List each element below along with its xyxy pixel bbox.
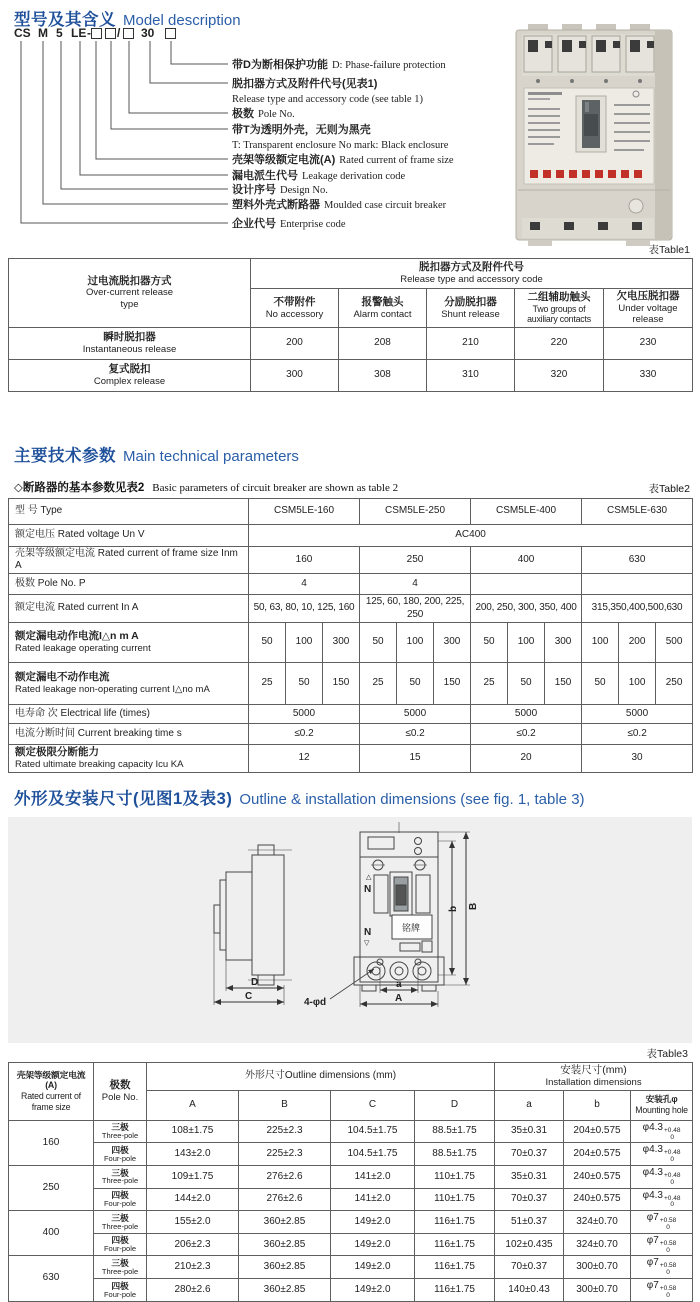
table2-note: ◇断路器的基本参数见表2 Basic parameters of circuit breaker are shown as table 2 表Table2	[14, 481, 690, 495]
t3-row-250-3p: 250 三极 Three-pole 109±1.75 276±2.6 141±2.0 110±1.75 35±0.31 240±0.575 φ4.3 +0.48 0	[9, 1165, 693, 1188]
triangle-down-mark: ▽	[364, 939, 370, 947]
table3-dimensions	[8, 1062, 693, 1302]
t1-group-header: 脱扣器方式及附件代号 Release type and accessory code	[251, 259, 693, 289]
callout-pole-no: 极数 Pole No.	[232, 108, 295, 120]
callout-frame-current: 壳架等级额定电流(A) Rated current of frame size	[232, 154, 454, 166]
callout-phase-failure: 带D为断相保护功能 D: Phase-failure protection	[232, 59, 446, 71]
section3-title	[14, 785, 700, 809]
t1-row-instantaneous: 瞬时脱扣器 Instantaneous release 200 208 210 220 230	[9, 327, 693, 359]
dim-label-b: b	[448, 905, 459, 912]
section2-title	[14, 442, 700, 466]
section-model-description	[0, 0, 700, 258]
triangle-up-mark: △	[366, 873, 372, 881]
t3-sub-header: A B C D a b 安装孔φ Mounting hole	[9, 1090, 693, 1120]
code-part-m: M	[38, 26, 48, 40]
section1-title-en: Model description	[123, 12, 241, 29]
outline-figure	[8, 817, 692, 1043]
callout-mccb: 塑料外壳式断路器 Moulded case circuit breaker	[232, 199, 447, 211]
t1-col-alarm: 报警触头 Alarm contact	[339, 289, 427, 328]
t2-row-leak-nonoperating: 额定漏电不动作电流 Rated leakage non-operating current I△no mA 25 50 150 25 50 150 25 50 150 50 100 250	[9, 662, 693, 704]
code-dash: -	[87, 26, 91, 40]
dim-label-D: D	[251, 976, 259, 988]
table1-caption: 表Table1	[648, 244, 690, 256]
callout-release-type-zh: 脱扣器方式及附件代号(见表1)	[232, 78, 378, 90]
dim-label-C: C	[245, 990, 253, 1002]
table3-caption: 表Table3	[646, 1047, 688, 1060]
table2-technical-parameters	[8, 498, 693, 773]
callout-enclosure-zh: 带T为透明外壳，无则为黑壳	[232, 124, 371, 136]
code-part-30: 30	[141, 26, 155, 40]
dimension-drawing	[8, 817, 692, 1043]
t2-row-frame-current: 壳架等级额定电流 Rated current of frame size Inm A 160 250 400 630	[9, 546, 693, 573]
t3-outline-group: 外形尺寸Outline dimensions (mm)	[147, 1062, 495, 1090]
code-slash: /	[117, 26, 121, 40]
dim-label-A: A	[395, 992, 403, 1004]
callout-enterprise-code: 企业代号 Enterprise code	[232, 218, 346, 230]
t3-row-630-3p: 630 三极 Three-pole 210±2.3 360±2.85 149±2.0 116±1.75 70±0.37 300±0.70 φ7 +0.58 0	[9, 1256, 693, 1279]
t2-row-electrical-life: 电寿命 次 Electrical life (times) 5000 5000 5000 5000	[9, 704, 693, 723]
table2-caption: 表Table2	[648, 482, 690, 495]
nameplate-label: 铭牌	[402, 922, 421, 933]
t3-row-160-3p: 160 三极 Three-pole 108±1.75 225±2.3 104.5±1.75 88.5±1.75 35±0.31 204±0.575 φ4.3 +0.48 0	[9, 1120, 693, 1143]
t3-row-400-3p: 400 三极 Three-pole 155±2.0 360±2.85 149±2.0 116±1.75 51±0.37 324±0.70 φ7 +0.58 0	[9, 1211, 693, 1234]
callout-enclosure-en: T: Transparent enclosure No mark: Black enclosure	[232, 140, 449, 151]
t2-row-ultimate-breaking: 额定极限分断能力 Rated ultimate breaking capacity Icu KA 12 15 20 30	[9, 744, 693, 772]
t3-row-160-4p: 四极 Four-pole 143±2.0 225±2.3 104.5±1.75 88.5±1.75 70±0.37 204±0.575 φ4.3 +0.48 0	[9, 1143, 693, 1166]
t1-col1-header: 过电流脱扣器方式 Over-current release type	[9, 259, 251, 328]
t2-row-rated-current: 额定电流 Rated current In A 50, 63, 80, 10, 125, 160 125, 60, 180, 200, 225, 250 200, 250, 300, 350, 400 315,350,400,500,630	[9, 595, 693, 622]
code-part-cs: CS	[14, 26, 31, 40]
code-part-5: 5	[56, 26, 63, 40]
t2-header: 型 号 Type CSM5LE-160 CSM5LE-250 CSM5LE-400 CSM5LE-630	[9, 498, 693, 524]
callout-leakage-code: 漏电派生代号 Leakage derivation code	[232, 170, 406, 182]
t3-row-250-4p: 四极 Four-pole 144±2.0 276±2.6 141±2.0 110±1.75 70±0.37 240±0.575 φ4.3 +0.48 0	[9, 1188, 693, 1211]
t2-row-breaking-time: 电流分断时间 Current breaking time s ≤0.2 ≤0.2 ≤0.2 ≤0.2	[9, 723, 693, 744]
t1-row-complex: 复式脱扣 Complex release 300 308 310 320 330	[9, 359, 693, 391]
n-mark-bottom: N	[364, 926, 372, 938]
t1-col-undervoltage: 欠电压脱扣器 Under voltage release	[604, 289, 693, 328]
dim-label-a: a	[396, 978, 402, 990]
t1-col-aux: 二组辅助触头 Two groups of auxiliary contacts	[515, 289, 604, 328]
t2-row-voltage: 额定电压 Rated voltage Un V AC400	[9, 524, 693, 546]
callout-release-type-en: Release type and accessory code (see table 1)	[232, 94, 423, 105]
section3-title-en: Outline & installation dimensions (see fig. 1, table 3)	[239, 790, 585, 808]
t3-install-group: 安装尺寸(mm) Installation dimensions	[495, 1062, 693, 1090]
t3-row-630-4p: 四极 Four-pole 280±2.6 360±2.85 149±2.0 116±1.75 140±0.43 300±0.70 φ7 +0.58 0	[9, 1279, 693, 1302]
callout-design-no: 设计序号 Design No.	[232, 184, 328, 196]
section2-title-zh: 主要技术参数	[14, 446, 116, 465]
code-part-le: LE	[71, 26, 87, 40]
n-mark-top: N	[364, 883, 372, 895]
section2-title-en: Main technical parameters	[123, 447, 299, 465]
section1-title-zh: 型号及其含义	[14, 11, 116, 29]
t2-row-pole: 极数 Pole No. P 4 4	[9, 574, 693, 595]
dim-label-4-phi-d: 4-φd	[304, 996, 327, 1008]
dim-label-B: B	[468, 902, 479, 910]
t1-col-shunt: 分励脱扣器 Shunt release	[427, 289, 515, 328]
table1-release-accessory	[8, 258, 693, 392]
t1-col-no-accessory: 不带附件 No accessory	[251, 289, 339, 328]
t3-row-400-4p: 四极 Four-pole 206±2.3 360±2.85 149±2.0 116±1.75 102±0.435 324±0.70 φ7 +0.58 0	[9, 1233, 693, 1256]
breaker-photo	[498, 22, 690, 250]
section3-title-zh: 外形及安装尺寸(见图1及表3)	[14, 789, 233, 808]
t2-row-leak-operating: 额定漏电动作电流I△n m A Rated leakage operating current 50 100 300 50 100 300 50 100 300 100 200 500	[9, 622, 693, 662]
t3-group-header: 壳架等级额定电流(A) Rated current of frame size 极数 Pole No. 外形尺寸Outline dimensions (mm) 安装尺寸(mm) Installation dimensions	[9, 1062, 693, 1090]
